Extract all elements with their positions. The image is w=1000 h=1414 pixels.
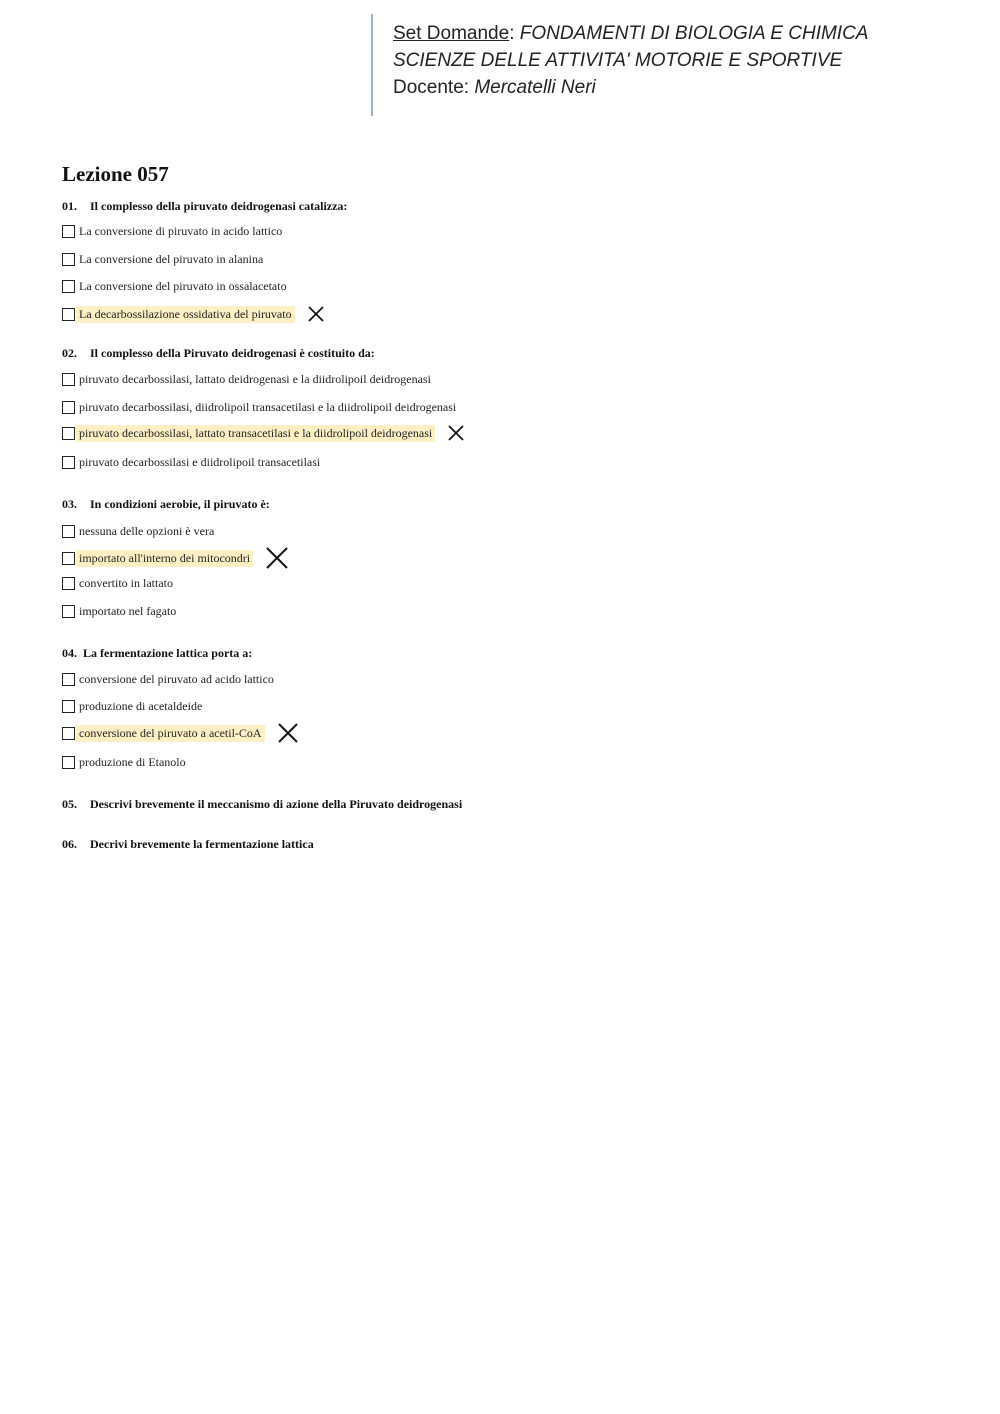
checkbox-icon[interactable] — [62, 727, 75, 740]
question-title — [62, 837, 314, 852]
question-title — [62, 797, 462, 812]
option-text: importato all'interno dei mitocondri — [76, 550, 253, 567]
checkbox-icon[interactable] — [62, 308, 75, 321]
option-text: La conversione del piruvato in alanina — [79, 251, 264, 266]
header-set-line — [393, 20, 868, 47]
answer-option[interactable] — [62, 277, 290, 295]
option-text: La conversione di piruvato in acido lattico — [79, 223, 283, 238]
option-text: conversione del piruvato a acetil-CoA — [76, 725, 265, 742]
answer-option[interactable] — [62, 602, 179, 620]
question-text: Il complesso della piruvato deidrogenasi catalizza: — [90, 199, 348, 213]
checkbox-icon[interactable] — [62, 401, 75, 414]
answer-option[interactable] — [62, 670, 277, 688]
document-header — [371, 14, 868, 116]
checkbox-icon[interactable] — [62, 552, 75, 565]
checkbox-icon[interactable] — [62, 373, 75, 386]
lesson-title: Lezione 057 — [62, 162, 169, 186]
answer-option[interactable] — [62, 697, 205, 715]
question-title — [62, 646, 252, 661]
option-text: convertito in lattato — [79, 575, 173, 590]
option-text: nessuna delle opzioni è vera — [79, 523, 215, 538]
option-text: produzione di acetaldeide — [79, 698, 203, 713]
faculty-name: SCIENZE DELLE ATTIVITA' MOTORIE E SPORTIVE — [393, 50, 843, 71]
checkbox-icon[interactable] — [62, 673, 75, 686]
answer-option-selected[interactable] — [62, 305, 325, 323]
checkbox-icon[interactable] — [62, 427, 75, 440]
teacher-label: Docente: — [393, 77, 470, 98]
option-text: piruvato decarbossilasi, diidrolipoil transacetilasi e la diidrolipoil deidrogenasi — [79, 399, 457, 414]
course-title: FONDAMENTI DI BIOLOGIA E CHIMICA — [519, 23, 869, 44]
checkbox-icon[interactable] — [62, 280, 75, 293]
option-text: La decarbossilazione ossidativa del piruvato — [76, 306, 295, 323]
option-text: importato nel fagato — [79, 603, 177, 618]
answer-option[interactable] — [62, 398, 459, 416]
question-text: Descrivi brevemente il meccanismo di azione della Piruvato deidrogenasi — [90, 797, 463, 811]
question-number: 06. — [62, 837, 77, 851]
x-mark-icon — [277, 722, 299, 744]
answer-option[interactable] — [62, 574, 176, 592]
question-text: Il complesso della Piruvato deidrogenasi è costituito da: — [90, 346, 375, 360]
question-title — [62, 346, 375, 361]
checkbox-icon[interactable] — [62, 605, 75, 618]
set-label: Set Domande — [393, 23, 510, 44]
answer-option-selected[interactable] — [62, 424, 465, 442]
question-title — [62, 199, 347, 214]
answer-option[interactable] — [62, 453, 323, 471]
option-text: produzione di Etanolo — [79, 754, 186, 769]
option-text: conversione del piruvato ad acido lattico — [79, 671, 274, 686]
answer-option[interactable] — [62, 222, 285, 240]
checkbox-icon[interactable] — [62, 525, 75, 538]
set-separator: : — [509, 23, 515, 44]
option-text: piruvato decarbossilasi e diidrolipoil transacetilasi — [79, 454, 321, 469]
answer-option[interactable] — [62, 250, 266, 268]
question-number: 02. — [62, 346, 77, 360]
answer-option-selected[interactable] — [62, 549, 289, 567]
question-number: 04. — [62, 646, 77, 660]
question-number: 01. — [62, 199, 77, 213]
x-mark-icon — [307, 305, 325, 323]
checkbox-icon[interactable] — [62, 456, 75, 469]
question-text: La fermentazione lattica porta a: — [83, 646, 253, 660]
question-text: In condizioni aerobie, il piruvato è: — [90, 497, 270, 511]
checkbox-icon[interactable] — [62, 253, 75, 266]
question-number: 03. — [62, 497, 77, 511]
checkbox-icon[interactable] — [62, 577, 75, 590]
question-title — [62, 497, 270, 512]
answer-option[interactable] — [62, 753, 189, 771]
option-text: piruvato decarbossilasi, lattato deidrogenasi e la diidrolipoil deidrogenasi — [79, 371, 431, 386]
x-mark-icon — [447, 424, 465, 442]
answer-option[interactable] — [62, 522, 217, 540]
option-text: La conversione del piruvato in ossalacetato — [79, 278, 287, 293]
option-text: piruvato decarbossilasi, lattato transacetilasi e la diidrolipoil deidrogenasi — [76, 425, 435, 442]
checkbox-icon[interactable] — [62, 700, 75, 713]
question-text: Decrivi brevemente la fermentazione lattica — [90, 837, 314, 851]
answer-option[interactable] — [62, 370, 434, 388]
checkbox-icon[interactable] — [62, 756, 75, 769]
x-mark-icon — [265, 546, 289, 570]
teacher-name: Mercatelli Neri — [474, 77, 596, 98]
header-teacher-line — [393, 74, 868, 101]
checkbox-icon[interactable] — [62, 225, 75, 238]
question-number: 05. — [62, 797, 77, 811]
answer-option-selected[interactable] — [62, 724, 299, 742]
